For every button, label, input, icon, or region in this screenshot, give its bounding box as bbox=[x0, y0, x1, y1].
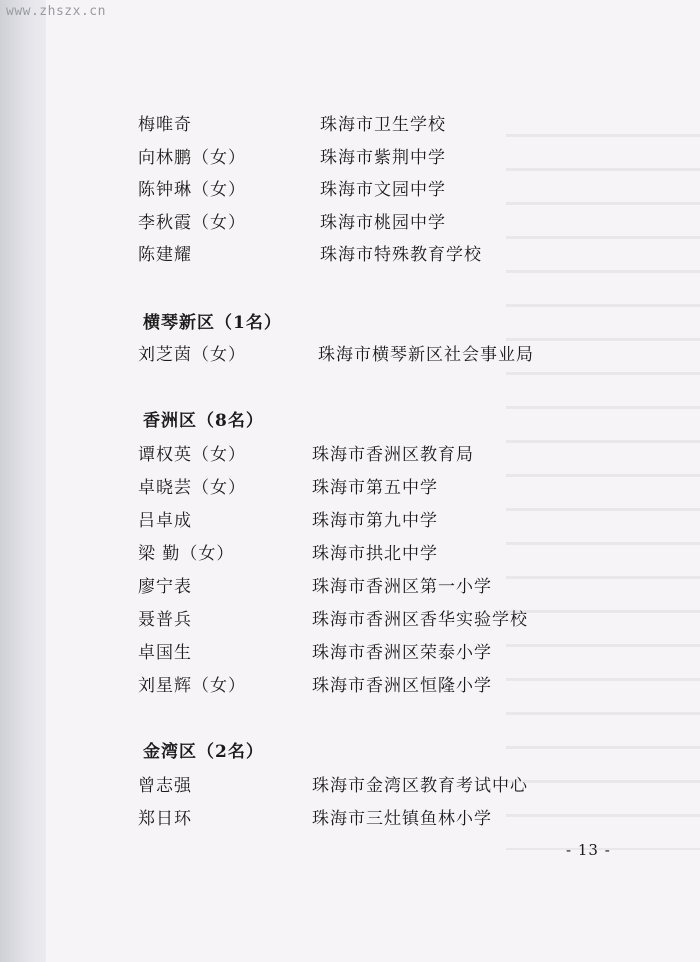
work-unit: 珠海市文园中学 bbox=[320, 180, 446, 200]
work-unit: 珠海市横琴新区社会事业局 bbox=[318, 345, 534, 365]
list-row bbox=[0, 771, 700, 801]
list-row bbox=[0, 143, 700, 173]
list-row bbox=[0, 539, 700, 569]
work-unit: 珠海市第九中学 bbox=[312, 511, 438, 531]
person-name: 廖宁表 bbox=[138, 577, 192, 597]
person-name: 曾志强 bbox=[138, 776, 192, 796]
list-row bbox=[0, 340, 700, 370]
work-unit: 珠海市香洲区荣泰小学 bbox=[312, 643, 492, 663]
person-name: 郑日环 bbox=[138, 809, 192, 829]
person-name: 李秋霞（女） bbox=[138, 213, 246, 233]
work-unit: 珠海市第五中学 bbox=[312, 478, 438, 498]
list-row bbox=[0, 605, 700, 635]
work-unit: 珠海市卫生学校 bbox=[320, 115, 446, 135]
section-heading: 香洲区（8名） bbox=[143, 411, 264, 431]
person-name: 刘芝茵（女） bbox=[138, 345, 246, 365]
list-row bbox=[0, 110, 700, 140]
list-row bbox=[0, 473, 700, 503]
list-row bbox=[0, 506, 700, 536]
person-name: 谭权英（女） bbox=[138, 445, 246, 465]
person-name: 聂普兵 bbox=[138, 610, 192, 630]
person-name: 卓国生 bbox=[138, 643, 192, 663]
page-number: - 13 - bbox=[566, 841, 611, 859]
list-row bbox=[0, 638, 700, 668]
work-unit: 珠海市桃园中学 bbox=[320, 213, 446, 233]
watermark-text: www.zhszx.cn bbox=[6, 4, 106, 19]
list-row bbox=[0, 240, 700, 270]
work-unit: 珠海市三灶镇鱼林小学 bbox=[312, 809, 492, 829]
person-name: 刘星辉（女） bbox=[138, 676, 246, 696]
person-name: 卓晓芸（女） bbox=[138, 478, 246, 498]
list-row bbox=[0, 208, 700, 238]
list-row bbox=[0, 440, 700, 470]
work-unit: 珠海市香洲区教育局 bbox=[312, 445, 474, 465]
list-row bbox=[0, 175, 700, 205]
list-row bbox=[0, 671, 700, 701]
work-unit: 珠海市香洲区香华实验学校 bbox=[312, 610, 528, 630]
list-row bbox=[0, 572, 700, 602]
person-name: 梅唯奇 bbox=[138, 115, 192, 135]
person-name: 陈钟琳（女） bbox=[138, 180, 246, 200]
person-name: 梁 勤（女） bbox=[138, 544, 235, 564]
list-row bbox=[0, 804, 700, 834]
person-name: 向林鹏（女） bbox=[138, 148, 246, 168]
section-heading: 金湾区（2名） bbox=[143, 742, 264, 762]
person-name: 吕卓成 bbox=[138, 511, 192, 531]
work-unit: 珠海市紫荆中学 bbox=[320, 148, 446, 168]
work-unit: 珠海市金湾区教育考试中心 bbox=[312, 776, 528, 796]
work-unit: 珠海市特殊教育学校 bbox=[320, 245, 482, 265]
work-unit: 珠海市香洲区恒隆小学 bbox=[312, 676, 492, 696]
work-unit: 珠海市拱北中学 bbox=[312, 544, 438, 564]
work-unit: 珠海市香洲区第一小学 bbox=[312, 577, 492, 597]
section-heading: 横琴新区（1名） bbox=[143, 313, 282, 333]
person-name: 陈建耀 bbox=[138, 245, 192, 265]
